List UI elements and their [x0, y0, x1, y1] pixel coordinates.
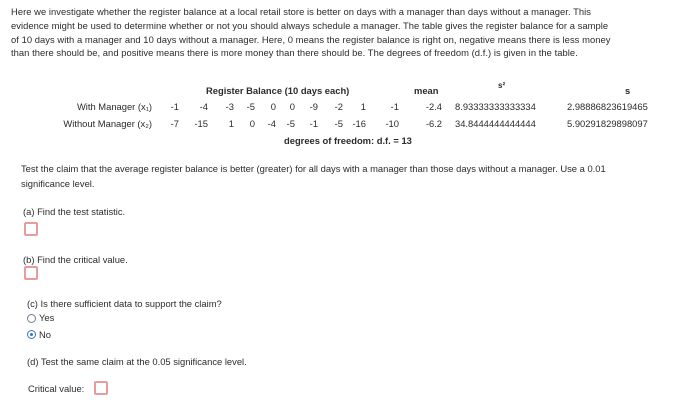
table-cell: -16 [352, 118, 366, 129]
table-cell-std-dev: 2.98886823619465 [567, 101, 648, 112]
option-no-label[interactable]: No [39, 329, 51, 340]
radio-no-selected-icon[interactable] [27, 330, 36, 339]
intro-line: than there should be, and positive means there is more money than there should be. The degrees of freedom (d.f.) is given in the table. [11, 47, 578, 59]
intro-line: evidence might be used to determine whether or not you should always schedule a manager. The table gives the register balance for a sample [11, 19, 609, 31]
critical-value-005-input[interactable] [94, 381, 108, 395]
table-cell: -1 [390, 101, 399, 112]
table-cell: -4 [267, 118, 276, 129]
table-cell-variance: 34.8444444444444 [455, 118, 536, 129]
table-cell: -10 [385, 118, 399, 129]
table-cell-mean: -2.4 [425, 101, 442, 112]
critical-value-label: Critical value: [28, 383, 85, 394]
table-cell: -5 [334, 118, 343, 129]
table-cell: 1 [360, 101, 366, 112]
radio-yes-icon[interactable] [27, 314, 36, 323]
table-header-s2: s² [498, 81, 506, 90]
table-cell: 1 [228, 118, 234, 129]
table-cell-std-dev: 5.90291829898097 [567, 118, 648, 129]
table-cell: -7 [170, 118, 179, 129]
critical-value-input[interactable] [24, 266, 38, 280]
table-cell: -4 [199, 101, 208, 112]
row-label-without-manager: Without Manager (x₂) [63, 118, 152, 129]
part-c-label: (c) Is there sufficient data to support the claim? [27, 298, 222, 309]
table-header-s: s [625, 85, 631, 96]
table-cell: -5 [286, 118, 295, 129]
intro-line: of 10 days with a manager and 10 days without a manager. Here, 0 means the register balance is right on, negative means there is less money [11, 33, 611, 45]
table-cell: -2 [334, 101, 343, 112]
table-cell: 0 [249, 118, 255, 129]
table-cell-mean: -6.2 [425, 118, 442, 129]
claim-text [21, 161, 606, 191]
row-label-with-manager: With Manager (x₁) [76, 101, 152, 112]
claim-line: Test the claim that the average register balance is better (greater) for all days with a manager than those days without a manager. Use a 0.01 [21, 163, 606, 174]
intro-line: Here we investigate whether the register balance at a local retail store is better on days with a manager than days without a manager. This [11, 6, 592, 17]
table-cell: -1 [309, 118, 318, 129]
test-statistic-input[interactable] [24, 222, 38, 236]
degrees-of-freedom: degrees of freedom: d.f. = 13 [284, 135, 412, 146]
part-d-label: (d) Test the same claim at the 0.05 significance level. [27, 356, 247, 367]
option-yes-label[interactable]: Yes [39, 312, 55, 323]
table-header-mean: mean [414, 85, 439, 96]
claim-line: significance level. [21, 178, 95, 189]
table-cell-variance: 8.93333333333334 [455, 101, 536, 112]
table-cell: -9 [309, 101, 318, 112]
table-cell: -3 [225, 101, 234, 112]
part-a-label: (a) Find the test statistic. [23, 206, 126, 217]
table-cell: -5 [246, 101, 255, 112]
intro-paragraph [11, 5, 697, 60]
table-cell: 0 [270, 101, 276, 112]
table-cell: -1 [170, 101, 179, 112]
table-cell: 0 [289, 101, 295, 112]
part-b-label: (b) Find the critical value. [23, 254, 128, 265]
table-cell: -15 [194, 118, 208, 129]
table-header-balance: Register Balance (10 days each) [206, 85, 350, 96]
